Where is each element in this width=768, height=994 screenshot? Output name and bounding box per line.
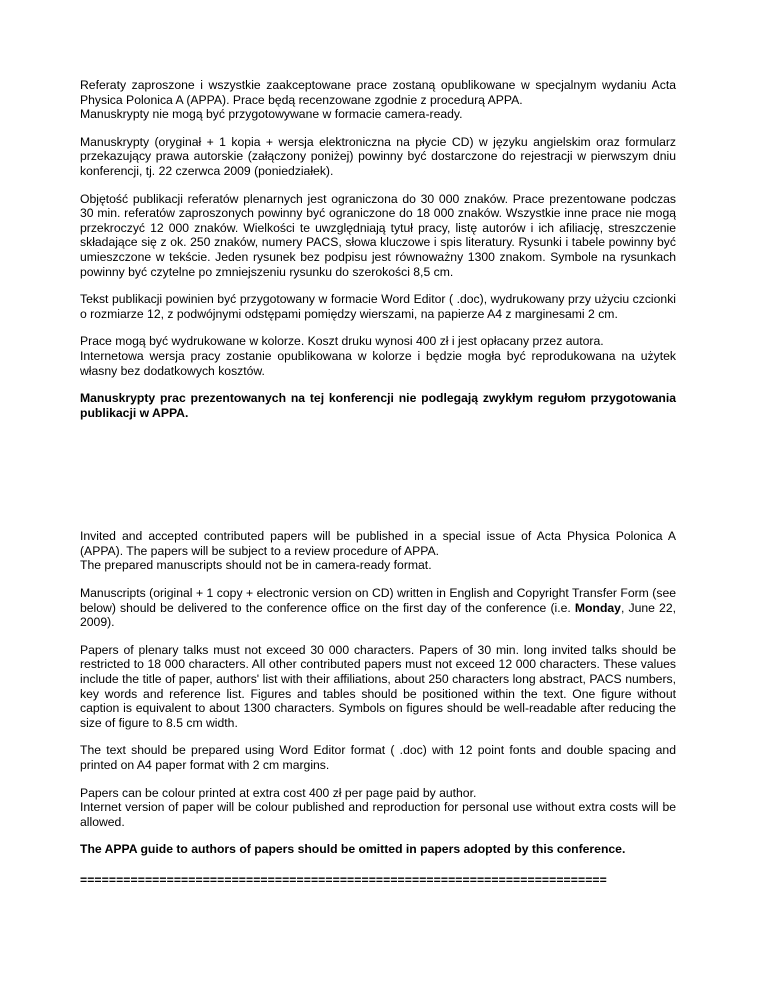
pl-p5-line-1: Prace mogą być wydrukowane w kolorze. Koszt druku wynosi 400 zł i jest opłacany przez autora.	[80, 334, 604, 349]
en-paragraph-3: Papers of plenary talks must not exceed 30 000 characters. Papers of 30 min. long invited talks should be restricted to 18 000 characters. All other contributed papers must not exceed 12 000 characters. These values include the title of paper, authors' list with their affiliations, about 250 characters long abstract, PACS numbers, key words and reference list. Figures and tables should be positioned within the text. One figure without caption is equivalent to about 1300 characters. Symbols on figures should be well-readable after reducing the size of figure to 8.5 cm width.	[80, 642, 676, 730]
en-paragraph-5	[80, 786, 676, 830]
pl-p1-line-1: Referaty zaproszone i wszystkie zaakceptowane prace zostaną opublikowane w specjalnym wydaniu Acta Physica Polonica A (APPA). Prace będą recenzowane zgodnie z procedurą APPA.	[80, 78, 676, 107]
en-p5-line-2: Internet version of paper will be colour published and reproduction for personal use without extra costs will be allowed.	[80, 800, 676, 829]
en-p2-text-start: Manuscripts (original + 1 copy + electronic version on CD) written in English and Copyright Transfer Form (see below) should be delivered to the conference office on the first day of the conference (i.e.	[80, 586, 676, 615]
en-p1-line-2: The prepared manuscripts should not be in camera-ready format.	[80, 558, 432, 573]
document-page	[80, 78, 676, 887]
pl-paragraph-6: Manuskrypty prac prezentowanych na tej konferencji nie podlegają zwykłym regułom przygotowania publikacji w APPA.	[80, 391, 676, 420]
en-p2-text-end: , June 22, 2009).	[80, 600, 676, 630]
pl-paragraph-1	[80, 78, 676, 122]
en-paragraph-4: The text should be prepared using Word Editor format ( .doc) with 12 point fonts and double spacing and printed on A4 paper format with 2 cm margins.	[80, 743, 676, 772]
en-p5-line-1: Papers can be colour printed at extra cost 400 zł per page paid by author.	[80, 785, 477, 800]
en-paragraph-6: The APPA guide to authors of papers should be omitted in papers adopted by this conference.	[80, 842, 626, 857]
en-p2-monday: Monday	[574, 600, 621, 615]
separator-line: =========================================================================	[80, 872, 607, 887]
en-p1-line-1: Invited and accepted contributed papers will be published in a special issue of Acta Physica Polonica A (APPA). The papers will be subject to a review procedure of APPA.	[80, 529, 676, 558]
en-paragraph-1	[80, 529, 676, 573]
pl-paragraph-5	[80, 334, 676, 378]
pl-paragraph-4: Tekst publikacji powinien być przygotowany w formacie Word Editor ( .doc), wydrukowany przy użyciu czcionki o rozmiarze 12, z podwójnymi odstępami pomiędzy wierszami, na papierze A4 z marginesami 2 cm.	[80, 292, 676, 321]
blank-space	[80, 433, 676, 529]
pl-paragraph-2: Manuskrypty (oryginał + 1 kopia + wersja elektroniczna na płycie CD) w języku angielskim oraz formularz przekazujący prawa autorskie (załączony poniżej) powinny być dostarczone do rejestracji w pierwszym dniu konferencji, tj. 22 czerwca 2009 (poniedziałek).	[80, 134, 676, 178]
pl-p1-line-2: Manuskrypty nie mogą być przygotowywane w formacie camera-ready.	[80, 107, 463, 122]
pl-p5-line-2: Internetowa wersja pracy zostanie opublikowana w kolorze i będzie mogła być reprodukowana na użytek własny bez dodatkowych kosztów.	[80, 348, 676, 378]
pl-paragraph-3: Objętość publikacji referatów plenarnych jest ograniczona do 30 000 znaków. Prace prezentowane podczas 30 min. referatów zaproszonych powinny być ograniczone do 18 000 znaków. Wszystkie inne prace nie mogą przekroczyć 12 000 znaków. Wielkości te uwzględniają tytuł pracy, listę autorów i ich afiliację, streszczenie składające się z ok. 250 znaków, numery PACS, słowa kluczowe i spis literatury. Rysunki i tabele powinny być umieszczone w tekście. Jeden rysunek bez podpisu jest równoważny 1300 znakom. Symbole na rysunkach powinny być czytelne po zmniejszeniu rysunku do szerokości 8,5 cm.	[80, 191, 676, 279]
en-paragraph-2	[80, 586, 676, 630]
